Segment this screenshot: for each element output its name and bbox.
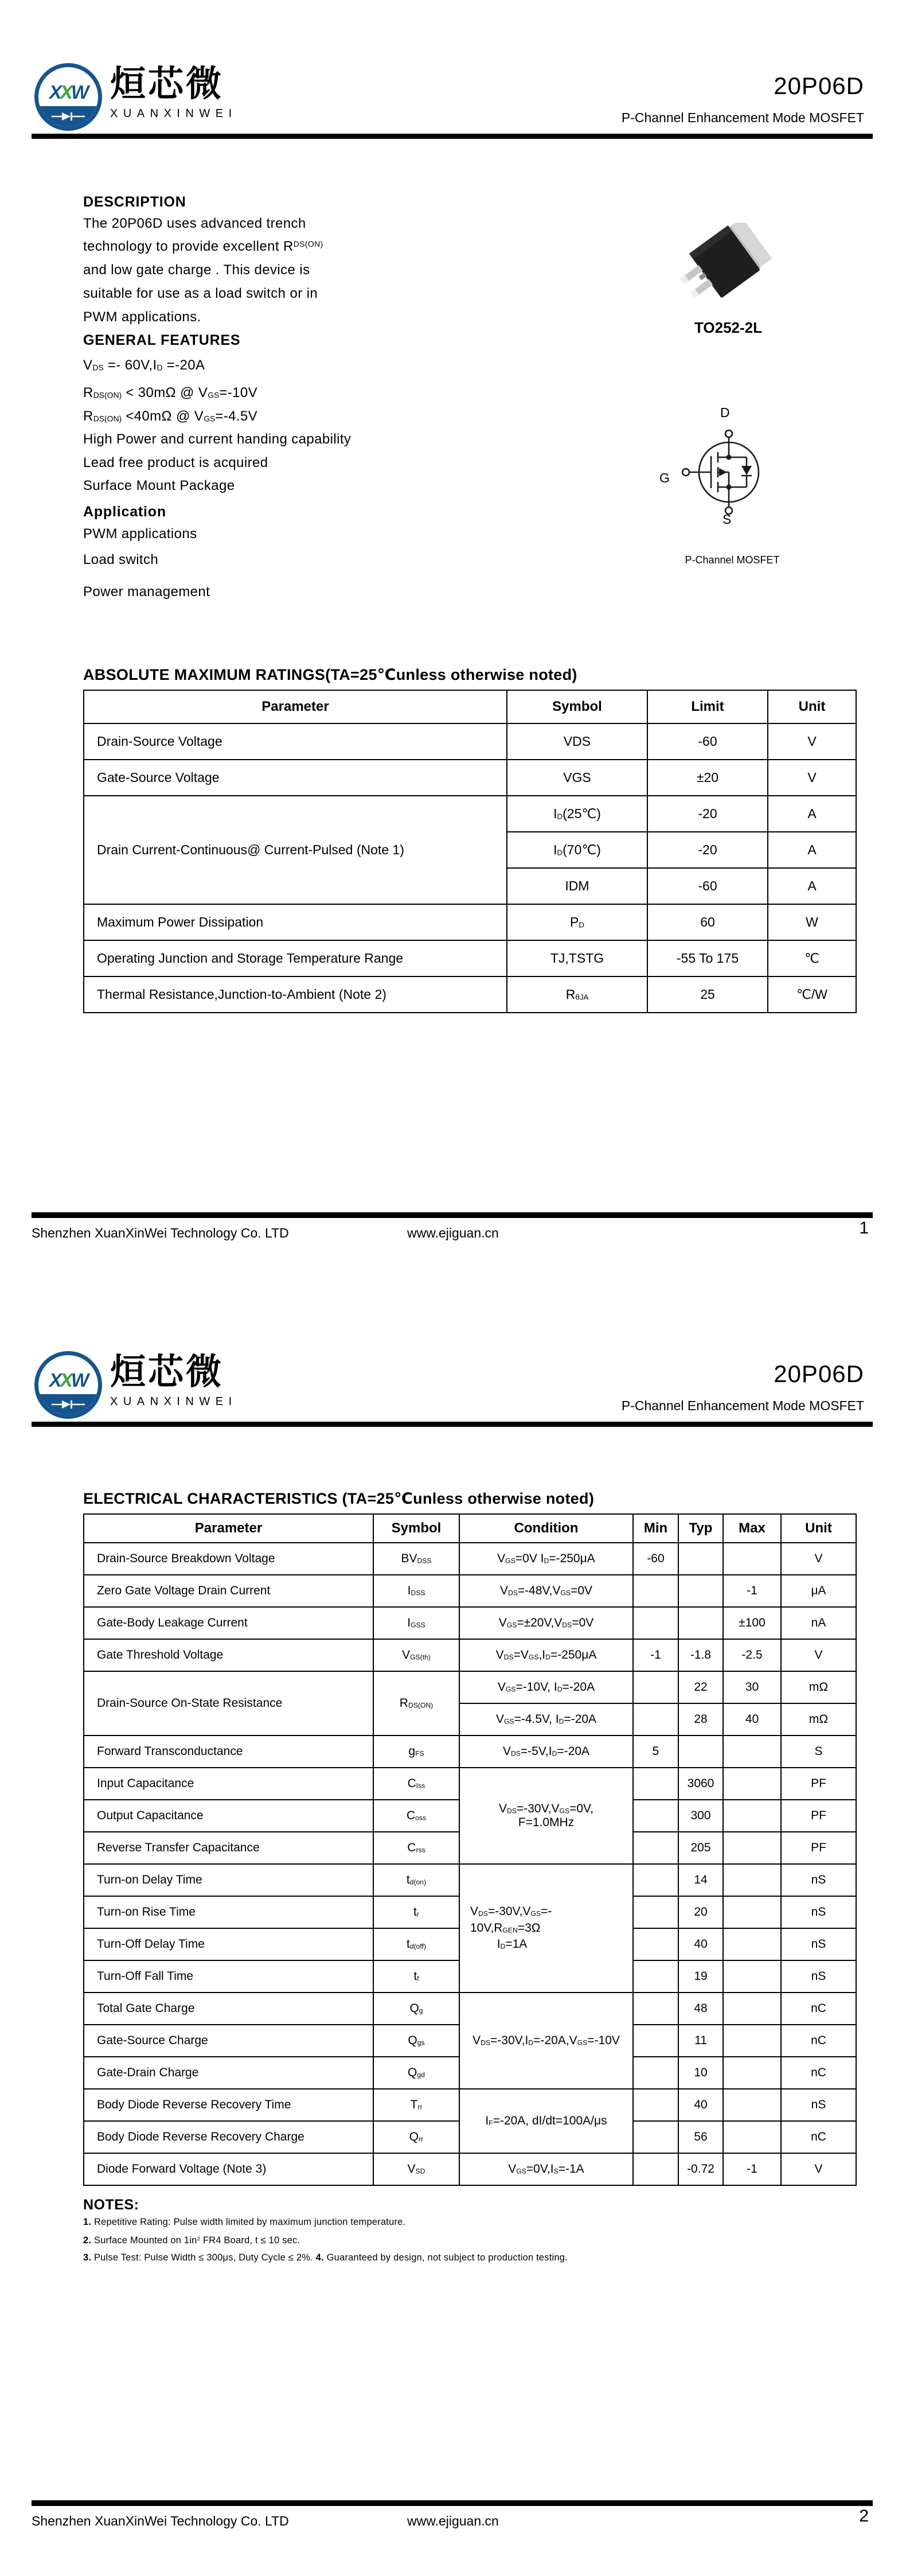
note-number: 4. xyxy=(315,2252,324,2263)
typ-cell: 205 xyxy=(678,1832,723,1864)
typ-cell: 48 xyxy=(678,1993,723,2025)
notes-section xyxy=(83,2197,840,2266)
col-min: Min xyxy=(633,1514,678,1543)
param-cell: Body Diode Reverse Recovery Time xyxy=(84,2089,373,2121)
table-header-row xyxy=(84,1514,856,1543)
cond-cell: $V_{DS}=V_{GS},I_D=-250\mu A$ xyxy=(459,1639,633,1671)
param-cell: Turn-Off Delay Time xyxy=(84,1928,373,1960)
min-cell xyxy=(633,1928,678,1960)
min-cell: 5 xyxy=(633,1736,678,1768)
brand-name-en: XUANXINWEI xyxy=(110,1395,237,1408)
pin-label-gate: G xyxy=(659,470,670,485)
symbol-cell: $t_f$ xyxy=(373,1960,459,1993)
col-unit: Unit xyxy=(781,1514,856,1543)
typ-cell: 3060 xyxy=(678,1768,723,1800)
mosfet-symbol xyxy=(659,402,803,557)
description-line: The 20P06D uses advanced trench xyxy=(83,216,306,231)
unit-cell: S xyxy=(781,1736,856,1768)
symbol-cell: VDS xyxy=(507,723,647,760)
min-cell xyxy=(633,2057,678,2089)
cond-cell: $V_{DS}=-48V,V_{GS}=0V$ xyxy=(459,1575,633,1607)
limit-cell: -20 xyxy=(647,832,768,868)
min-cell: -1 xyxy=(633,1639,678,1671)
cond-cell: $V_{GS}=\pm 20V,V_{DS}=0V$ xyxy=(459,1607,633,1639)
abs-max-table xyxy=(83,690,857,1013)
description-line: and low gate charge . This device is xyxy=(83,262,310,278)
param-cell: Reverse Transfer Capacitance xyxy=(84,1832,373,1864)
unit-cell: mΩ xyxy=(781,1671,856,1703)
company-logo xyxy=(34,63,102,131)
max-cell xyxy=(723,1832,781,1864)
typ-cell xyxy=(678,1736,723,1768)
unit-cell: V xyxy=(781,1639,856,1671)
unit-cell: nS xyxy=(781,1960,856,1993)
footer-company: Shenzhen XuanXinWei Technology Co. LTD xyxy=(32,1225,289,1240)
symbol-cell: VGS xyxy=(507,760,647,796)
page-2 xyxy=(0,1288,910,2576)
abs-max-title: ABSOLUTE MAXIMUM RATINGS(TA=25℃unless otherwise noted) xyxy=(83,666,577,683)
footer-website-link[interactable]: www.ejiguan.cn xyxy=(407,2513,499,2528)
footer-website-link[interactable]: www.ejiguan.cn xyxy=(407,1225,499,1240)
param-cell: Drain Current-Continuous@ Current-Pulsed (Note 1) xyxy=(84,796,507,904)
page-number: 1 xyxy=(859,1219,869,1238)
max-cell xyxy=(723,1896,781,1928)
cond-cell: $I_F=-20A$, dI/dt=100A/μs xyxy=(459,2089,633,2153)
max-cell: 40 xyxy=(723,1703,781,1736)
description-line: PWM applications. xyxy=(83,309,201,325)
col-parameter: Parameter xyxy=(84,690,507,723)
unit-cell: nC xyxy=(781,2121,856,2153)
col-parameter: Parameter xyxy=(84,1514,373,1543)
logo-letter: X xyxy=(60,81,71,103)
unit-cell: nC xyxy=(781,2057,856,2089)
max-cell xyxy=(723,1800,781,1832)
description-heading: DESCRIPTION xyxy=(83,194,186,210)
limit-cell: -20 xyxy=(647,796,768,832)
cond-cell: $V_{GS}=0V,I_S=-1A$ xyxy=(459,2153,633,2185)
max-cell xyxy=(723,2121,781,2153)
typ-cell: 10 xyxy=(678,2057,723,2089)
symbol-cell: $P_D$ xyxy=(507,904,647,940)
unit-cell: ℃/W xyxy=(768,976,856,1013)
feature-line: High Power and current handing capability xyxy=(83,431,351,447)
max-cell: -1 xyxy=(723,1575,781,1607)
symbol-cell: $C_{Iss}$ xyxy=(373,1768,459,1800)
max-cell xyxy=(723,1864,781,1896)
symbol-cell: $t_r$ xyxy=(373,1896,459,1928)
param-cell: Diode Forward Voltage (Note 3) xyxy=(84,2153,373,2185)
col-symbol: Symbol xyxy=(373,1514,459,1543)
typ-cell: 22 xyxy=(678,1671,723,1703)
note-text: Surface Mounted on $1in^2$ FR4 Board, t ≤ 10 sec. xyxy=(91,2235,300,2246)
unit-cell: ℃ xyxy=(768,940,856,976)
brand-name-en: XUANXINWEI xyxy=(110,107,237,120)
notes-heading: NOTES: xyxy=(83,2197,139,2213)
typ-cell: 19 xyxy=(678,1960,723,1993)
min-cell xyxy=(633,1832,678,1864)
typ-cell: 40 xyxy=(678,2089,723,2121)
symbol-cell: $V_{GS(th)}$ xyxy=(373,1639,459,1671)
typ-cell: 300 xyxy=(678,1800,723,1832)
max-cell xyxy=(723,2057,781,2089)
max-cell: -1 xyxy=(723,2153,781,2185)
feature-line: Lead free product is acquired xyxy=(83,455,268,470)
min-cell xyxy=(633,1993,678,2025)
table-row xyxy=(84,1671,856,1703)
feature-line: $V_{DS} =- 60V,I_D =-20A$ xyxy=(83,357,205,373)
param-cell: Turn-on Delay Time xyxy=(84,1864,373,1896)
col-limit: Limit xyxy=(647,690,768,723)
symbol-cell: $I_{GSS}$ xyxy=(373,1607,459,1639)
table-header-row xyxy=(84,690,856,723)
param-cell: Drain-Source Breakdown Voltage xyxy=(84,1543,373,1575)
param-cell: Operating Junction and Storage Temperature Range xyxy=(84,940,507,976)
param-cell: Gate-Drain Charge xyxy=(84,2057,373,2089)
unit-cell: PF xyxy=(781,1832,856,1864)
description-line: suitable for use as a load switch or in xyxy=(83,286,318,301)
logo-letter: X xyxy=(49,81,60,103)
footer-company: Shenzhen XuanXinWei Technology Co. LTD xyxy=(32,2513,289,2528)
page-number: 2 xyxy=(859,2507,869,2526)
table-row xyxy=(84,723,856,760)
symbol-cell: $V_{SD}$ xyxy=(373,2153,459,2185)
min-cell xyxy=(633,2153,678,2185)
param-cell: Body Diode Reverse Recovery Charge xyxy=(84,2121,373,2153)
max-cell: -2.5 xyxy=(723,1639,781,1671)
min-cell xyxy=(633,2089,678,2121)
pin-label-source: S xyxy=(722,512,732,527)
logo-letter: X xyxy=(60,1369,71,1391)
symbol-cell: $Q_{rr}$ xyxy=(373,2121,459,2153)
max-cell xyxy=(723,2089,781,2121)
symbol-cell: IDM xyxy=(507,868,647,904)
symbol-cell: $Q_g$ xyxy=(373,1993,459,2025)
footer-rule xyxy=(32,2500,873,2506)
col-typ: Typ xyxy=(678,1514,723,1543)
feature-line: $R_{DS(ON)} <40m\Omega$ @ $V_{GS}=-4.5V$ xyxy=(83,408,258,424)
logo-letter: W xyxy=(71,1369,88,1391)
cond-cell: $V_{GS}=-10V$, $I_D=-20A$ xyxy=(459,1671,633,1703)
limit-cell: -60 xyxy=(647,868,768,904)
cond-cell: $V_{DS}=-5V,I_D=-20A$ xyxy=(459,1736,633,1768)
limit-cell: 25 xyxy=(647,976,768,1013)
min-cell xyxy=(633,2025,678,2057)
param-cell: Turn-Off Fall Time xyxy=(84,1960,373,1993)
unit-cell: PF xyxy=(781,1800,856,1832)
param-cell: Drain-Source On-State Resistance xyxy=(84,1671,373,1736)
limit-cell: -55 To 175 xyxy=(647,940,768,976)
symbol-cell: $t_{d(on)}$ xyxy=(373,1864,459,1896)
max-cell xyxy=(723,1768,781,1800)
unit-cell: nC xyxy=(781,1993,856,2025)
brand-block xyxy=(110,1353,237,1408)
symbol-cell: $R_{\theta JA}$ xyxy=(507,976,647,1013)
cond-cell: $V_{GS}=0V$ $I_D=-250\mu A$ xyxy=(459,1543,633,1575)
table-row xyxy=(84,1639,856,1671)
symbol-cell: $t_{d(off)}$ xyxy=(373,1928,459,1960)
unit-cell: nS xyxy=(781,1928,856,1960)
unit-cell: V xyxy=(768,723,856,760)
diode-icon xyxy=(52,111,85,122)
part-number: 20P06D xyxy=(774,72,864,99)
diode-icon xyxy=(52,1399,85,1410)
param-cell: Gate Threshold Voltage xyxy=(84,1639,373,1671)
header-rule xyxy=(32,134,873,139)
note-text: Pulse Test: Pulse Width ≤ 300μs, Duty Cycle ≤ 2%. xyxy=(91,2252,316,2263)
symbol-cell: $Q_{gs}$ xyxy=(373,2025,459,2057)
unit-cell: V xyxy=(781,2153,856,2185)
param-cell: Maximum Power Dissipation xyxy=(84,904,507,940)
logo-monogram xyxy=(38,81,98,103)
elec-title: ELECTRICAL CHARACTERISTICS (TA=25℃unless otherwise noted) xyxy=(83,1490,595,1507)
table-row xyxy=(84,1993,856,2025)
part-subtitle: P-Channel Enhancement Mode MOSFET xyxy=(621,110,864,125)
cond-cell: $V_{DS}=-30V,I_D=-20A,V_{GS}=-10V$ xyxy=(459,1993,633,2089)
max-cell: 30 xyxy=(723,1671,781,1703)
package-label: TO252-2L xyxy=(694,319,762,336)
max-cell: ±100 xyxy=(723,1607,781,1639)
limit-cell: -60 xyxy=(647,723,768,760)
brand-name-cn: 烜芯微 xyxy=(110,1352,224,1392)
note-line xyxy=(83,2213,840,2231)
feature-line: $R_{DS(ON)} < 30m\Omega$ @ $V_{GS}=-10V$ xyxy=(83,385,258,400)
symbol-cell: $I_D(70℃)$ xyxy=(507,832,647,868)
logo-ring xyxy=(34,1351,102,1419)
logo-ring xyxy=(34,63,102,131)
param-cell: Forward Transconductance xyxy=(84,1736,373,1768)
typ-cell: -1.8 xyxy=(678,1639,723,1671)
note-number: 2. xyxy=(83,2235,92,2246)
min-cell xyxy=(633,2121,678,2153)
table-row xyxy=(84,1768,856,1800)
unit-cell: W xyxy=(768,904,856,940)
table-row xyxy=(84,1575,856,1607)
logo-band xyxy=(38,1394,98,1415)
typ-cell xyxy=(678,1607,723,1639)
logo-band xyxy=(38,106,98,127)
param-cell: Gate-Source Voltage xyxy=(84,760,507,796)
logo-monogram xyxy=(38,1369,98,1391)
symbol-cell: $I_{DSS}$ xyxy=(373,1575,459,1607)
min-cell xyxy=(633,1864,678,1896)
typ-cell: -0.72 xyxy=(678,2153,723,2185)
max-cell xyxy=(723,1960,781,1993)
unit-cell: nS xyxy=(781,1864,856,1896)
limit-cell: ±20 xyxy=(647,760,768,796)
min-cell xyxy=(633,1703,678,1736)
symbol-cell: $I_D(25℃)$ xyxy=(507,796,647,832)
col-symbol: Symbol xyxy=(507,690,647,723)
min-cell xyxy=(633,1575,678,1607)
typ-cell xyxy=(678,1543,723,1575)
typ-cell xyxy=(678,1575,723,1607)
typ-cell: 56 xyxy=(678,2121,723,2153)
table-row xyxy=(84,760,856,796)
note-text: Guaranteed by design, not subject to production testing. xyxy=(323,2252,568,2263)
typ-cell: 20 xyxy=(678,1896,723,1928)
part-subtitle: P-Channel Enhancement Mode MOSFET xyxy=(621,1398,864,1413)
min-cell xyxy=(633,1671,678,1703)
unit-cell: V xyxy=(781,1543,856,1575)
unit-cell: μA xyxy=(781,1575,856,1607)
logo-letter: X xyxy=(49,1369,60,1391)
col-condition: Condition xyxy=(459,1514,633,1543)
features-heading: GENERAL FEATURES xyxy=(83,332,241,348)
min-cell xyxy=(633,1960,678,1993)
package-photo xyxy=(679,223,777,312)
param-cell: Turn-on Rise Time xyxy=(84,1896,373,1928)
min-cell xyxy=(633,1607,678,1639)
cond-cell: $V_{DS}=-30V,V_{GS}=0V$, F=1.0MHz xyxy=(459,1768,633,1864)
table-row xyxy=(84,1736,856,1768)
unit-cell: V xyxy=(768,760,856,796)
elec-table xyxy=(83,1513,857,2186)
application-line: Power management xyxy=(83,584,210,600)
min-cell: -60 xyxy=(633,1543,678,1575)
param-cell: Output Capacitance xyxy=(84,1800,373,1832)
application-line: PWM applications xyxy=(83,526,197,542)
symbol-cell: $g_{FS}$ xyxy=(373,1736,459,1768)
table-row xyxy=(84,1607,856,1639)
note-text: Repetitive Rating: Pulse width limited by maximum junction temperature. xyxy=(91,2217,406,2227)
col-unit: Unit xyxy=(768,690,856,723)
table-row xyxy=(84,976,856,1013)
param-cell: Total Gate Charge xyxy=(84,1993,373,2025)
min-cell xyxy=(633,1800,678,1832)
left-column xyxy=(83,189,553,614)
max-cell xyxy=(723,2025,781,2057)
symbol-cell: $T_{rr}$ xyxy=(373,2089,459,2121)
unit-cell: mΩ xyxy=(781,1703,856,1736)
param-cell: Input Capacitance xyxy=(84,1768,373,1800)
col-max: Max xyxy=(723,1514,781,1543)
symbol-cell: $C_{oss}$ xyxy=(373,1800,459,1832)
max-cell xyxy=(723,1736,781,1768)
application-line: Load switch xyxy=(83,552,159,567)
unit-cell: nA xyxy=(781,1607,856,1639)
unit-cell: nS xyxy=(781,1896,856,1928)
unit-cell: A xyxy=(768,832,856,868)
typ-cell: 14 xyxy=(678,1864,723,1896)
unit-cell: nS xyxy=(781,2089,856,2121)
param-cell: Gate-Source Charge xyxy=(84,2025,373,2057)
param-cell: Gate-Body Leakage Current xyxy=(84,1607,373,1639)
unit-cell: PF xyxy=(781,1768,856,1800)
symbol-cell: $BV_{DSS}$ xyxy=(373,1543,459,1575)
unit-cell: nC xyxy=(781,2025,856,2057)
logo-letter: W xyxy=(71,81,88,103)
cond-cell: $V_{DS}=-30V,V_{GS}=-$ $10V,R_{GEN}=3\Omega$ $I_D=1A$ xyxy=(459,1864,633,1993)
table-row xyxy=(84,2089,856,2121)
unit-cell: A xyxy=(768,796,856,832)
part-number: 20P06D xyxy=(774,1360,864,1387)
min-cell xyxy=(633,1768,678,1800)
param-cell: Zero Gate Voltage Drain Current xyxy=(84,1575,373,1607)
min-cell xyxy=(633,1896,678,1928)
pin-label-drain: D xyxy=(720,405,730,420)
symbol-cell: $Q_{gd}$ xyxy=(373,2057,459,2089)
symbol-cell: TJ,TSTG xyxy=(507,940,647,976)
table-row xyxy=(84,2153,856,2185)
header-rule xyxy=(32,1422,873,1427)
application-heading: Application xyxy=(83,504,166,520)
table-row xyxy=(84,796,856,832)
footer-rule xyxy=(32,1212,873,1218)
company-logo xyxy=(34,1351,102,1419)
table-row xyxy=(84,940,856,976)
note-number: 3. xyxy=(83,2252,92,2263)
typ-cell: 40 xyxy=(678,1928,723,1960)
table-row xyxy=(84,904,856,940)
typ-cell: 11 xyxy=(678,2025,723,2057)
max-cell xyxy=(723,1993,781,2025)
max-cell xyxy=(723,1928,781,1960)
table-row xyxy=(84,1543,856,1575)
brand-block xyxy=(110,65,237,120)
param-cell: Thermal Resistance,Junction-to-Ambient (Note 2) xyxy=(84,976,507,1013)
mosfet-caption: P-Channel MOSFET xyxy=(685,554,780,566)
note-line xyxy=(83,2231,840,2249)
brand-name-cn: 烜芯微 xyxy=(110,64,224,104)
note-number: 1. xyxy=(83,2217,92,2227)
param-cell: Drain-Source Voltage xyxy=(84,723,507,760)
feature-line: Surface Mount Package xyxy=(83,478,235,493)
description-line: technology to provide excellent $R^{DS(ON)}$ xyxy=(83,239,323,254)
cond-cell: $V_{GS}=-4.5V$, $I_D=-20A$ xyxy=(459,1703,633,1736)
typ-cell: 28 xyxy=(678,1703,723,1736)
note-line xyxy=(83,2249,840,2266)
symbol-cell: $R_{DS(ON)}$ xyxy=(373,1671,459,1736)
max-cell xyxy=(723,1543,781,1575)
unit-cell: A xyxy=(768,868,856,904)
limit-cell: 60 xyxy=(647,904,768,940)
table-row xyxy=(84,1864,856,1896)
symbol-cell: $C_{rss}$ xyxy=(373,1832,459,1864)
